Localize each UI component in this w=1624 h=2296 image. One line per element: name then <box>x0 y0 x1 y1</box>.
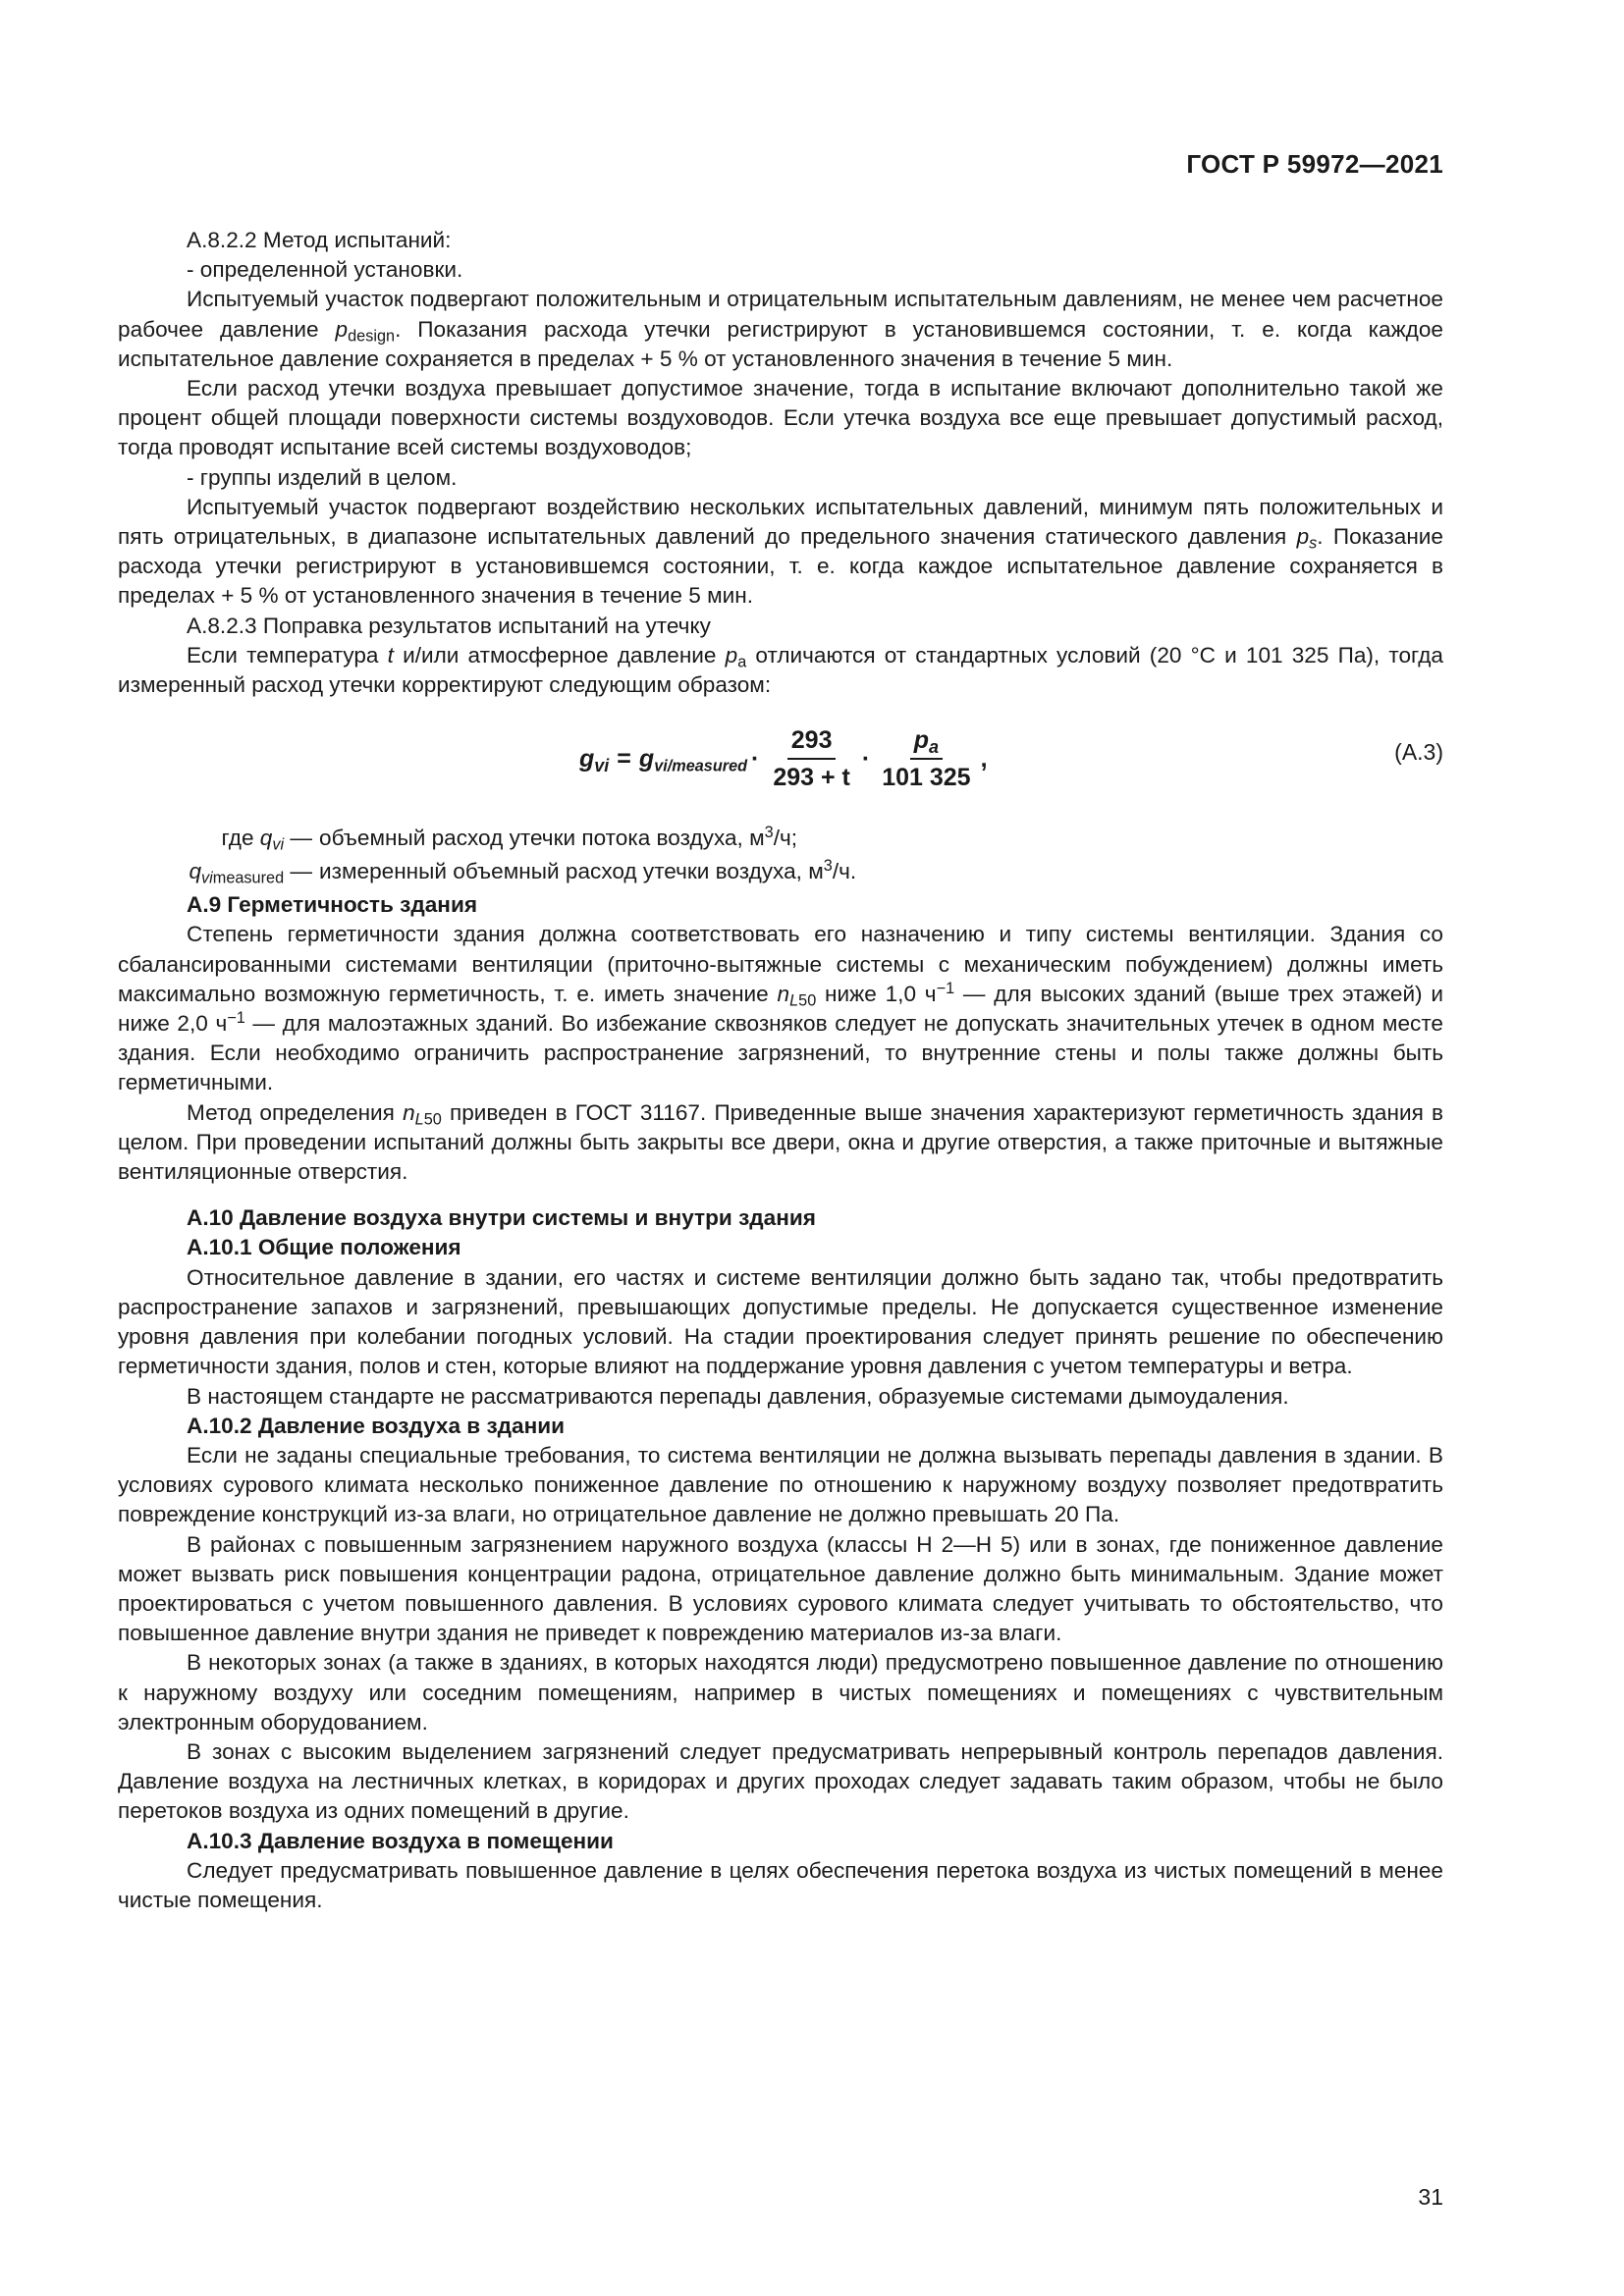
paragraph: Испытуемый участок подвергают воздействию нескольких испытательных давлений, минимум пять положительных и пять отрицательных, в диапазоне испытательных давлений до предельного значения статического давления $p_s$. Показание расхода утечки регистрируют в установившемся состоянии, т. е. когда каждое испытательное давление сохраняется в пределах + 5 % от установленного значения в течение 5 мин. <box>118 494 1443 609</box>
page-number: 31 <box>1418 2184 1443 2210</box>
formula-a3 <box>118 710 1443 816</box>
formula-rhs-var: g <box>638 745 655 774</box>
fraction-1-numerator: 293 <box>787 725 837 760</box>
section-a-8-2 <box>118 226 1443 700</box>
paragraph: В настоящем стандарте не рассматриваются перепады давления, образуемые системами дымоудаления. <box>187 1383 1289 1409</box>
legend-row <box>118 824 1443 857</box>
paragraph: В некоторых зонах (а также в зданиях, в которых находятся люди) предусмотрено повышенное давление по отношению к наружному воздуху или соседним помещениям, например в чистых помещениях и помещениях с чувствительным электронным оборудованием. <box>118 1650 1443 1735</box>
paragraph: Метод определения $n_{L50}$ приведен в ГОСТ 31167. Приведенные выше значения характеризуют герметичность здания в целом. При проведении испытаний должны быть закрыты все двери, окна и другие отверстия, а также приточные и вытяжные вентиляционные отверстия. <box>118 1099 1443 1185</box>
paragraph: В районах с повышенным загрязнением наружного воздуха (классы Н 2—Н 5) или в зонах, где пониженное давление может вызвать риск повышения концентрации радона, отрицательное давление должно быть минимальным. Здание может проектироваться с учетом повышенного давления. В условиях сурового климата следует учитывать то обстоятельство, что повышенное давление внутри здания не приведет к повреждению материалов из-за влаги. <box>118 1531 1443 1646</box>
legend-description: измеренный объемный расход утечки воздуха, $м^3/ч$. <box>319 857 857 884</box>
paragraph: - определенной установки. <box>187 257 463 283</box>
formula-expression: $g_{vi}$ = $g_{vi/measured}$ · $\frac{293}{293 + t}$ · $\frac{p_a}{101 325}$ , <box>579 726 988 792</box>
paragraph: Относительное давление в здании, его частях и системе вентиляции должно быть задано так, чтобы предотвратить распространение запахов и загрязнений, превышающих допустимые пределы. Не допускается существенное изменение уровня давления при колебании погодных условий. На стадии проектирования следует принять решение по обеспечению герметичности здания, полов и стен, которые влияют на поддержание уровня давления с учетом температуры и ветра. <box>118 1264 1443 1379</box>
paragraph: Испытуемый участок подвергают положительным и отрицательным испытательным давлениям, не менее чем расчетное рабочее давление $p_{design}$. Показания расхода утечки регистрируют в установившемся состоянии, т. е. когда каждое испытательное давление сохраняется в пределах + 5 % от установленного значения в течение 5 мин. <box>118 287 1443 371</box>
fraction-temperature <box>769 725 854 792</box>
formula-rhs-sub: vi/measured <box>654 757 748 775</box>
paragraph: Степень герметичности здания должна соответствовать его назначению и типу системы вентиляции. Здания со сбалансированными системами вентиляции (приточно-вытяжные системы с механическим побуждением) должны иметь максимально возможную герметичность, т. е. иметь значение $n_{L50}$ ниже 1,0 $ч^{-1}$ — для высоких зданий (выше трех этажей) и ниже 2,0 $ч^{-1}$ — для малоэтажных зданий. Во избежание сквозняков следует не допускать значительных утечек в одном месте здания. Если необходимо ограничить распространение загрязнений, то внутренние стены и полы также должны быть герметичными. <box>118 922 1443 1095</box>
paragraph: Если не заданы специальные требования, то система вентиляции не должна вызывать перепады давления в здании. В условиях сурового климата несколько пониженное давление по отношению к наружному воздуху позволяет предотвратить повреждение конструкций из-за влаги, но отрицательное давление не должно превышать 20 Па. <box>118 1442 1443 1527</box>
formula-number: (А.3) <box>1394 739 1443 766</box>
fraction-2-numerator: p <box>913 726 930 755</box>
legend-row <box>118 857 1443 890</box>
paragraph: Следует предусматривать повышенное давление в целях обеспечения перетока воздуха из чистых помещений в менее чистые помещения. <box>118 1857 1443 1912</box>
fraction-2-denominator: 101 325 <box>882 764 971 792</box>
section-heading: A.10 Давление воздуха внутри системы и внутри здания <box>187 1205 816 1231</box>
section-a-9-a-10 <box>118 890 1443 1915</box>
paragraph: A.8.2.2 Метод испытаний: <box>187 228 452 252</box>
paragraph: - группы изделий в целом. <box>187 464 458 490</box>
page-content <box>118 226 1443 1915</box>
legend-description: объемный расход утечки потока воздуха, $м^3/ч$; <box>319 824 798 851</box>
fraction-pressure <box>878 725 974 792</box>
paragraph: Если расход утечки воздуха превышает допустимое значение, тогда в испытание включают дополнительно такой же процент общей площади поверхности системы воздуховодов. Если утечка воздуха все еще превышает допустимый расход, тогда проводят испытание всей системы воздуховодов; <box>118 376 1443 460</box>
formula-lhs: g <box>579 745 595 774</box>
formula-lhs-sub: vi <box>594 756 610 776</box>
paragraph: A.8.2.3 Поправка результатов испытаний на утечку <box>187 613 711 638</box>
section-heading: A.10.1 Общие положения <box>187 1235 461 1260</box>
section-heading: A.9 Герметичность здания <box>187 892 478 918</box>
section-heading: A.10.2 Давление воздуха в здании <box>187 1413 566 1438</box>
legend-symbol: $q_{vimeasured}$ — <box>189 859 312 887</box>
fraction-2-numerator-sub: a <box>929 737 940 758</box>
fraction-1-denominator: 293 + t <box>773 764 850 792</box>
formula-legend <box>118 824 1443 890</box>
document-header: ГОСТ Р 59972—2021 <box>1186 149 1443 179</box>
paragraph: Если температура t и/или атмосферное давление $p_a$ отличаются от стандартных условий (20 °С и 101 325 Па), тогда измеренный расход утечки корректируют следующим образом: <box>118 642 1443 698</box>
paragraph: В зонах с высоким выделением загрязнений следует предусматривать непрерывный контроль перепадов давления. Давление воздуха на лестничных клетках, в коридорах и других проходах следует задавать таким образом, чтобы не было перетоков воздуха из одних помещений в другие. <box>118 1738 1443 1824</box>
legend-symbol: где $q_{vi}$ — <box>221 826 312 854</box>
section-heading: A.10.3 Давление воздуха в помещении <box>187 1828 614 1853</box>
